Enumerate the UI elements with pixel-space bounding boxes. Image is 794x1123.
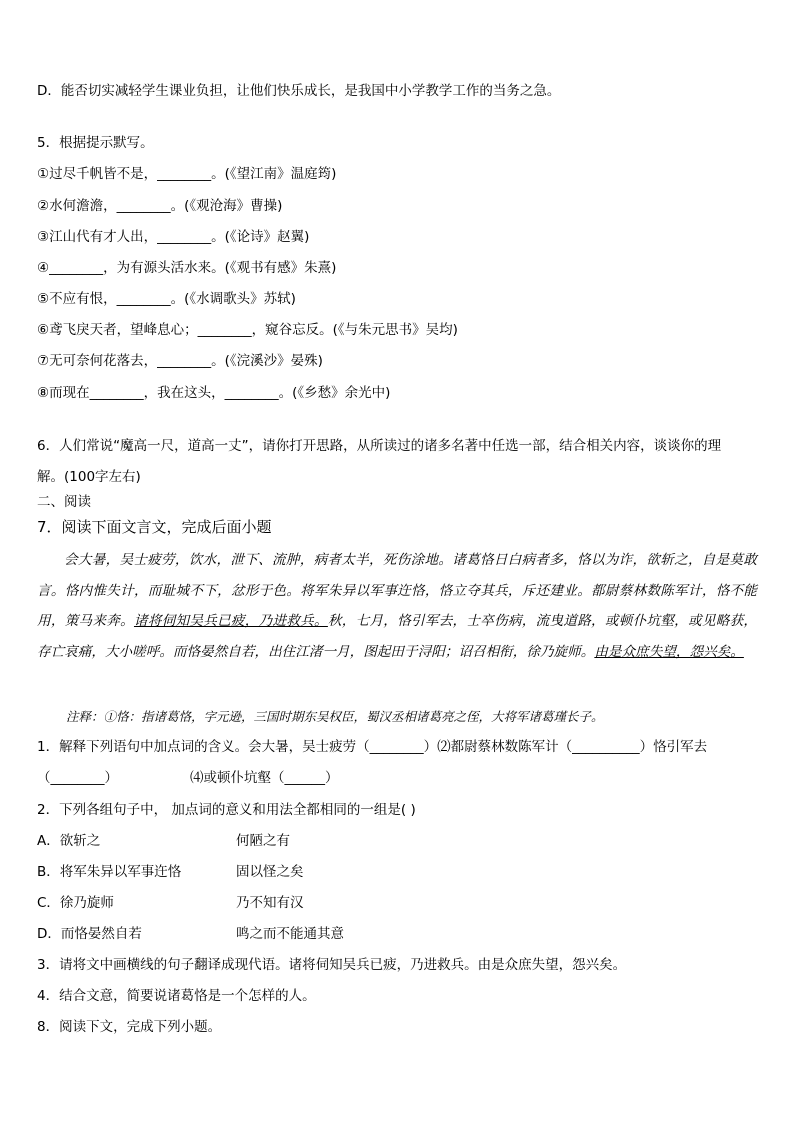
- sub2-option-a-right: 何陋之有: [236, 833, 290, 849]
- q8-title: 8．阅读下文，完成下列小题。: [37, 1019, 222, 1035]
- sub2-title: 2．下列各组句子中， 加点词的意义和用法全都相同的一组是( ): [37, 802, 416, 818]
- sub2-option-c: C．徐乃旋师: [37, 895, 114, 911]
- q6-line-2: 解。(100字左右): [37, 469, 141, 485]
- sub1-blank-3: （________）: [37, 770, 118, 786]
- passage-underlined-sentence-2: 由是众庶失望，怨兴矣。: [594, 644, 744, 661]
- sub2-option-d-right: 鸣之而不能通其意: [236, 926, 344, 942]
- section-heading: 二、阅读: [37, 494, 91, 510]
- q5-item-8: ⑧而现在________，我在这头，________。(《乡愁》余光中): [37, 385, 391, 401]
- q7-title: 7．阅读下面文言文，完成后面小题: [37, 518, 272, 536]
- q5-item-1: ①过尽千帆皆不是，________。(《望江南》温庭筠): [37, 166, 337, 182]
- sub2-option-b: B．将军朱异以军事迕恪: [37, 864, 182, 880]
- classical-passage: [37, 545, 757, 668]
- passage-text-b: 秋，七月，恪引军去，士卒伤病，流曳道路，或顿仆坑壑，或见略获，存亡哀痛，大小嗟呼。而恪晏然自若，出住江渚一月，图起田于浔阳；诏召相衔，徐乃旋师。: [37, 613, 758, 661]
- sub2-option-a: A．欲斩之: [37, 833, 101, 849]
- q6-line-1: 6．人们常说“魔高一尺，道高一丈”，请你打开思路，从所读过的诸多名著中任选一部，结合相关内容，谈谈你的理: [37, 438, 722, 454]
- q4-option-d: D．能否切实减轻学生课业负担，让他们快乐成长，是我国中小学教学工作的当务之急。: [37, 83, 561, 99]
- q5-item-5: ⑤不应有恨，________。(《水调歌头》苏轼): [37, 291, 296, 307]
- sub2-option-b-right: 固以怪之矣: [236, 864, 304, 880]
- sub2-option-c-right: 乃不知有汉: [236, 895, 304, 911]
- sub1-line-1: 1．解释下列语句中加点词的含义。会大暑，吴士疲劳（________）⑵都尉蔡林数陈军计（__________）恪引军去: [37, 739, 708, 755]
- q5-title: 5．根据提示默写。: [37, 135, 154, 151]
- sub4-question: 4．结合文意，简要说诸葛恪是一个怎样的人。: [37, 988, 316, 1004]
- q5-item-3: ③江山代有才人出，________。(《论诗》赵翼): [37, 229, 310, 245]
- q5-item-6: ⑥鸢飞戾天者，望峰息心；________，窥谷忘反。(《与朱元思书》吴均): [37, 322, 458, 338]
- passage-note: 注释：①恪：指诸葛恪，字元逊，三国时期东吴权臣，蜀汉丞相诸葛亮之侄，大将军诸葛瑾长子。: [66, 709, 604, 724]
- passage-text-a: 会大暑，吴士疲劳，饮水，泄下、流肿，病者太半，死伤涂地。诸葛恪日白病者多，恪以为诈，欲斩之，自是莫敢言。恪内惟失计，而耻城不下，忿形于色。将军朱异以军事迕恪，恪立夺其兵，斥还建业。都尉蔡林数陈军计，恪不能用，策马来奔。: [37, 552, 757, 630]
- sub3-question: 3．请将文中画横线的句子翻译成现代语。诸将伺知吴兵已疲，乃进救兵。由是众庶失望，怨兴矣。: [37, 957, 627, 973]
- q5-item-2: ②水何澹澹，________。(《观沧海》曹操): [37, 198, 283, 214]
- q5-item-4: ④________，为有源头活水来。(《观书有感》朱熹): [37, 260, 337, 276]
- q5-item-7: ⑦无可奈何花落去，________。(《浣溪沙》晏殊): [37, 353, 323, 369]
- sub1-item-4: ⑷或顿仆坑壑（______）: [190, 770, 339, 786]
- passage-underlined-sentence-1: 诸将伺知吴兵已疲，乃进救兵。: [133, 613, 328, 630]
- sub2-option-d: D．而恪晏然自若: [37, 926, 142, 942]
